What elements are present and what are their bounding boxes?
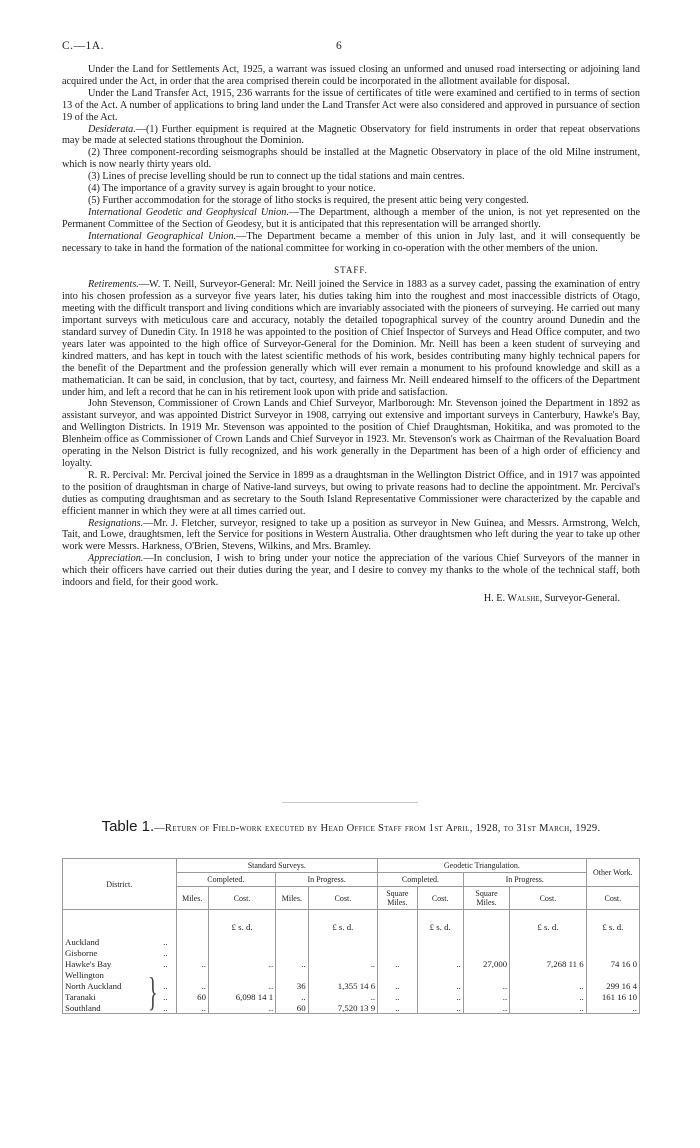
paragraph-retirements: Retirements.—W. T. Neill, Surveyor-General: Mr. Neill joined the Service in 1883 as a survey cadet, passing the examination of entry into his chosen profession as a surveyor five years later, his duties taking him into the roughest and most inaccessible districts of Otago, meeting with the difficult transport and living conditions which are invariably associated with the pioneers of surveying. He carried out many important surveys with meticulous care and accuracy, notably the detailed topographical survey of the country around Dunedin and the standard survey of Dunedin City. In 1918 he was appointed to the position of Chief Inspector of Surveys and Head Office computer, and two years later was appointed to the high office of Surveyor-General for the Dominion. Mr. Neill has been a keen student of surveying and kindred matters, and has kept in touch with the latest scientific methods of his work, besides contributing many highly technical papers for the benefit of the Department and the profession generally which will ever remain a monument to his profound knowledge and skill as a mathematician. It can be said, in conclusion, that by tact, courtesy, and fairness Mr. Neill endeared himself to the officers of the Department under him, and left a record that he can in his retirement look upon with pride and satisfaction.	[62, 279, 640, 398]
table-cell-gp-cost: ..	[510, 991, 586, 1002]
table-cell-g-cost	[417, 936, 463, 947]
table-cell-gp-cost	[510, 947, 586, 958]
table-cell-c-miles: 60	[176, 991, 208, 1002]
body-text	[62, 64, 640, 605]
section-divider	[282, 802, 418, 803]
paragraph-igu: International Geographical Union.—The Department became a member of this union in July last, and it will consequently be necessary to take in hand the formation of the national committee for working in co-operation with the other members of the union.	[62, 230, 640, 254]
table-cell-p-cost	[308, 969, 378, 980]
table-cell-other: 299 16 4	[586, 980, 639, 991]
geo-c-cost-header: Cost.	[417, 887, 463, 910]
table-caption	[62, 820, 640, 836]
district-name: Hawke's Bay	[65, 958, 112, 969]
table-cell-gp-sq	[463, 947, 509, 958]
document-code: C.—1A.	[62, 40, 104, 52]
std-c-cost-header: Cost.	[208, 887, 275, 910]
table-cell-p-miles	[276, 936, 308, 947]
table-cell-c-miles	[176, 969, 208, 980]
table-row	[63, 936, 640, 947]
signature-title: , Surveyor-General.	[539, 592, 620, 604]
table-title: —Return of Field-work executed by Head Office Staff from 1st April, 1928, to 31st March, 1929.	[154, 823, 601, 834]
table-cell-gp-cost	[510, 936, 586, 947]
signature	[62, 593, 620, 605]
table-cell-c-miles	[176, 947, 208, 958]
table-cell-c-cost: ..	[208, 980, 275, 991]
std-progress-header: In Progress.	[276, 873, 378, 887]
std-completed-header: Completed.	[176, 873, 276, 887]
units-row	[63, 910, 640, 937]
table-cell-g-sq	[378, 969, 417, 980]
table-cell-gp-cost: ..	[510, 980, 586, 991]
district-name: Southland	[65, 1002, 101, 1013]
desiderata-heading: Desiderata.	[88, 123, 136, 135]
table-cell-other: ..	[586, 1002, 639, 1014]
geo-p-cost-header: Cost.	[510, 887, 586, 910]
paragraph-desiderata-1: Desiderata.—(1) Further equipment is required at the Magnetic Observatory for field instruments in order that repeat observations may be made at selected stations throughout the Dominion.	[62, 123, 640, 147]
paragraph-desiderata-3: (3) Lines of precise levelling should be run to connect up the tidal stations and main centres.	[88, 171, 465, 183]
igu-heading: International Geographical Union.	[88, 230, 237, 242]
table-cell-gp-sq: 27,000	[463, 958, 509, 969]
resignations-heading: Resignations.	[88, 517, 144, 529]
table-cell-g-cost: ..	[417, 991, 463, 1002]
table-cell-other	[586, 936, 639, 947]
table-cell-gp-sq: ..	[463, 991, 509, 1002]
table-cell-g-sq: ..	[378, 991, 417, 1002]
table-cell-p-cost: 1,355 14 6	[308, 980, 378, 991]
table-cell-gp-sq: ..	[463, 1002, 509, 1014]
leader-dots: ..	[163, 947, 168, 958]
table-cell-gp-cost	[510, 969, 586, 980]
table-cell-p-miles: ..	[276, 958, 308, 969]
table-cell-c-cost: 6,098 14 1	[208, 991, 275, 1002]
table-cell-gp-sq	[463, 969, 509, 980]
table-cell-p-miles: 60	[276, 1002, 308, 1014]
unit-label: £ s. d.	[208, 910, 275, 937]
table-cell-p-miles: 36	[276, 980, 308, 991]
std-c-miles-header: Miles.	[176, 887, 208, 910]
district-name: North Auckland	[65, 980, 122, 991]
district-cell	[63, 980, 177, 991]
iugg-heading: International Geodetic and Geophysical Union.	[88, 206, 289, 218]
district-cell	[63, 969, 177, 980]
paragraph-desiderata-2: (2) Three component-recording seismographs should be installed at the Magnetic Observatory in place of the old Milne instrument, which is now nearly thirty years old.	[62, 147, 640, 171]
district-cell	[63, 947, 177, 958]
table-cell-gp-cost: 7,268 11 6	[510, 958, 586, 969]
district-header: District.	[63, 859, 177, 910]
paragraph-appreciation: Appreciation.—In conclusion, I wish to bring under your notice the appreciation of the various Chief Surveyors of the manner in which their officers have carried out their duties during the year, and I desire to convey my thanks to the whole of the technical staff, both indoors and field, for their good work.	[62, 553, 640, 589]
district-cell	[63, 991, 177, 1002]
paragraph-stevenson: John Stevenson, Commissioner of Crown Lands and Chief Surveyor, Marlborough: Mr. Stevenson joined the Department in 1892 as assistant surveyor, and was appointed District Surveyor in 1908, carrying out extensive and important surveys in Canterbury, Hawke's Bay, and Wellington Districts. In 1919 Mr. Stevenson was appointed to the position of Chief Draughtsman, Hokitika, and was promoted to the Blenheim office as Commissioner of Crown Lands and Chief Surveyor in 1923. Mr. Stevenson's work as Chairman of the Revaluation Board operating in the Nelson District is fully recognized, and his work generally in the Department has been of a high order of efficiency and loyalty.	[62, 398, 640, 469]
district-cell	[63, 1002, 177, 1014]
paragraph-iugg: International Geodetic and Geophysical Union.—The Department, although a member of the union, is not yet represented on the Permanent Committee of the Section of Geodesy, but it is anticipated that this representation will be arranged shortly.	[62, 206, 640, 230]
table-cell-p-cost: ..	[308, 958, 378, 969]
district-name: Wellington	[65, 969, 104, 980]
std-p-cost-header: Cost.	[308, 887, 378, 910]
table-cell-p-miles: ..	[276, 991, 308, 1002]
signature-name: H. E. Walshe	[483, 592, 540, 604]
table-cell-g-cost: ..	[417, 1002, 463, 1014]
table-cell-p-miles	[276, 969, 308, 980]
table-cell-c-cost	[208, 936, 275, 947]
table-number: Table 1.	[101, 818, 155, 835]
table-cell-other: 74 16 0	[586, 958, 639, 969]
district-cell	[63, 936, 177, 947]
table-cell-g-cost	[417, 969, 463, 980]
table-cell-c-cost	[208, 947, 275, 958]
table-cell-other	[586, 969, 639, 980]
table-cell-p-cost: 7,520 13 9	[308, 1002, 378, 1014]
leader-dots: ..	[163, 1002, 168, 1013]
leader-dots: ..	[163, 958, 168, 969]
standard-surveys-header: Standard Surveys.	[176, 859, 378, 873]
retirements-heading: Retirements.	[88, 279, 139, 291]
table-cell-gp-cost: ..	[510, 1002, 586, 1014]
table-cell-g-sq: ..	[378, 1002, 417, 1014]
table-cell-gp-sq: ..	[463, 980, 509, 991]
table-cell-gp-sq	[463, 936, 509, 947]
table-cell-c-miles: ..	[176, 980, 208, 991]
page-header	[62, 40, 642, 54]
paragraph-land-transfer: Under the Land Transfer Act, 1915, 236 warrants for the issue of certificates of title were examined and certified to in terms of section 13 of the Act. A number of applications to bring land under the Land Transfer Act were also considered and approved in pursuance of section 19 of the Act.	[62, 87, 640, 123]
table-cell-other: 161 16 10	[586, 991, 639, 1002]
table-cell-p-cost	[308, 947, 378, 958]
staff-heading: STAFF.	[334, 264, 368, 275]
table-cell-p-cost: ..	[308, 991, 378, 1002]
table-cell-c-miles: ..	[176, 1002, 208, 1014]
table-cell-c-miles: ..	[176, 958, 208, 969]
paragraph-land-settlements: Under the Land for Settlements Act, 1925, a warrant was issued closing an unformed and unused road intersecting or adjoining land acquired under the Act, in order that the area comprised therein could be incorporated in the allotment available for disposal.	[62, 64, 640, 87]
unit-label: £ s. d.	[417, 910, 463, 937]
table-cell-g-sq	[378, 947, 417, 958]
geo-c-sq-header: Square Miles.	[378, 887, 417, 910]
table-cell-p-miles	[276, 947, 308, 958]
paragraph-desiderata-5: (5) Further accommodation for the storage of litho stocks is required, the present attic being very congested.	[88, 194, 529, 206]
paragraph-percival: R. R. Percival: Mr. Percival joined the Service in 1899 as a draughtsman in the Wellington District Office, and in 1917 was appointed to the position of draughtsman in charge of Native-land surveys, but owing to private reasons had to decline the appointment. Mr. Percival's duties as computing draughtsman and as secretary to the South Island Representative Commissioner were characterized by the capable and efficient manner in which they were at all times carried out.	[62, 469, 640, 517]
table-cell-g-cost: ..	[417, 958, 463, 969]
district-name: Auckland	[65, 936, 100, 947]
geo-progress-header: In Progress.	[463, 873, 586, 887]
geo-p-sq-header: Square Miles.	[463, 887, 509, 910]
leader-dots: ..	[163, 991, 168, 1002]
table-cell-g-sq	[378, 936, 417, 947]
district-name: Taranaki	[65, 991, 96, 1002]
geo-completed-header: Completed.	[378, 873, 464, 887]
table-cell-g-cost	[417, 947, 463, 958]
table-cell-c-miles	[176, 936, 208, 947]
paragraph-desiderata-4: (4) The importance of a gravity survey is again brought to your notice.	[88, 183, 376, 195]
unit-label: £ s. d.	[308, 910, 378, 937]
table-cell-g-sq: ..	[378, 980, 417, 991]
paragraph-resignations: Resignations.—Mr. J. Fletcher, surveyor, resigned to take up a position as surveyor in New Guinea, and Messrs. Armstrong, Welch, Tait, and Lowe, draughtsmen, left the Service for positions in Western Australia. Other draughtsmen who left during the year to take up other work were Messrs. Harkness, O'Brien, Stevens, Wilkins, and Mrs. Bramley.	[62, 517, 640, 553]
leader-dots: ..	[163, 936, 168, 947]
std-p-miles-header: Miles.	[276, 887, 308, 910]
table-cell-c-cost	[208, 969, 275, 980]
table-cell-c-cost: ..	[208, 1002, 275, 1014]
leader-dots: ..	[163, 980, 168, 991]
unit-label: £ s. d.	[586, 910, 639, 937]
other-cost-header: Cost.	[586, 887, 639, 910]
appreciation-heading: Appreciation.	[88, 553, 144, 565]
district-cell	[63, 958, 177, 969]
unit-label: £ s. d.	[510, 910, 586, 937]
table-cell-p-cost	[308, 936, 378, 947]
table-cell-g-sq: ..	[378, 958, 417, 969]
district-name: Gisborne	[65, 947, 98, 958]
table-cell-other	[586, 947, 639, 958]
table-cell-c-cost: ..	[208, 958, 275, 969]
district-group-brace: }	[148, 969, 158, 1014]
table-row	[63, 947, 640, 958]
geodetic-header: Geodetic Triangulation.	[378, 859, 587, 873]
page-number: 6	[336, 40, 342, 52]
table-cell-g-cost: ..	[417, 980, 463, 991]
other-work-header: Other Work.	[586, 859, 639, 887]
table-row	[63, 958, 640, 969]
